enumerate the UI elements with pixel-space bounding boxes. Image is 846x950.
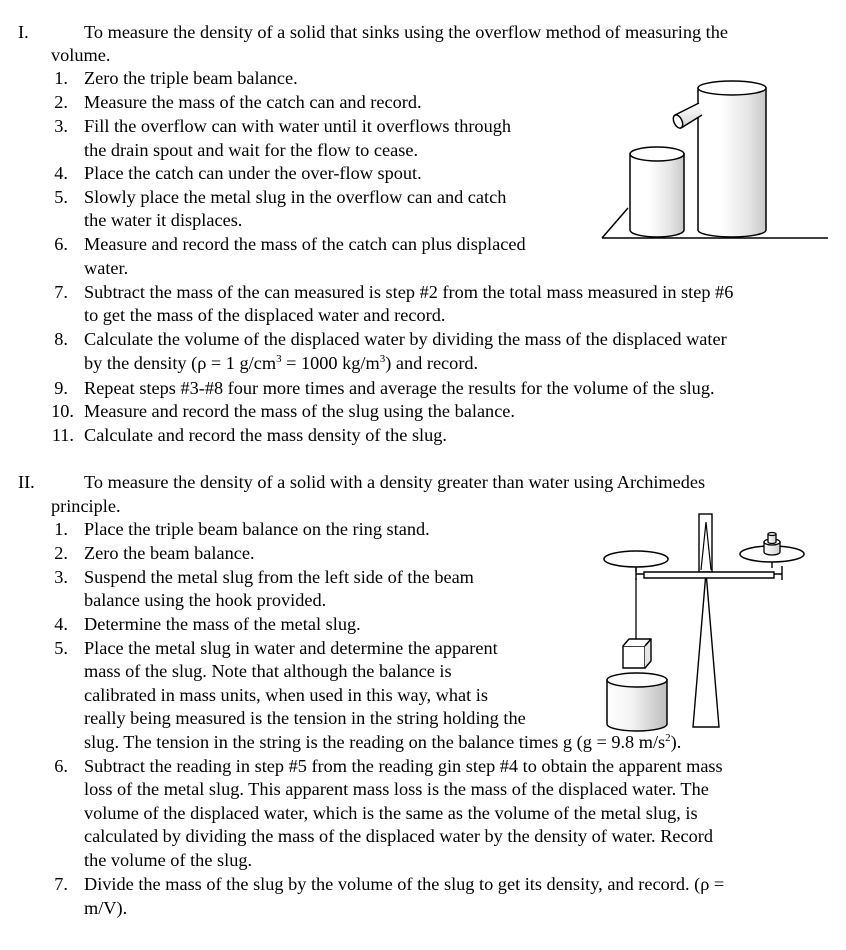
s1-step-5-text-2: the water it displaces. — [84, 210, 243, 230]
s2-step-5-sup: 2 — [665, 732, 671, 744]
s2-step-5-text-1: Place the metal slug in water and determine the apparent — [84, 638, 498, 658]
s1-step-8-text-1: Calculate the volume of the displaced water by dividing the mass of the displaced water — [84, 329, 727, 349]
s1-step-4-number: 4. — [54, 163, 68, 183]
s2-step-5-tension-b: ). — [670, 732, 682, 752]
s1-step-9-text: Repeat steps #3-#8 four more times and average the results for the volume of the slug. — [84, 378, 715, 398]
s1-step-1-text: Zero the triple beam balance. — [84, 68, 298, 88]
water-beaker — [607, 673, 667, 731]
s1-step-1-number: 1. — [54, 68, 68, 88]
s2-step-6-text-5: the volume of the slug. — [84, 850, 253, 870]
s2-step-6-text-1: Subtract the reading in step #5 from the reading gin step #4 to obtain the apparent mass — [84, 756, 723, 776]
s1-step-2-text: Measure the mass of the catch can and record. — [84, 92, 422, 112]
s1-step-8-density-b: = 1000 kg/m — [281, 353, 380, 373]
s1-step-5-number: 5. — [54, 187, 68, 207]
s1-step-3-text-1: Fill the overflow can with water until it overflows through — [84, 116, 511, 136]
s1-step-5-text-1: Slowly place the metal slug in the overflow can and catch — [84, 187, 507, 207]
section-2-intro-line-2: principle. — [51, 496, 121, 516]
s1-step-3-number: 3. — [54, 116, 68, 136]
s2-step-5-number: 5. — [54, 638, 68, 658]
s1-step-11-text: Calculate and record the mass density of the slug. — [84, 425, 447, 445]
s1-step-6-text-2: water. — [84, 258, 129, 278]
s1-step-2-number: 2. — [54, 92, 68, 112]
s1-step-6-text-1: Measure and record the mass of the catch can plus displaced — [84, 234, 526, 254]
overflow-can-illustration — [598, 68, 830, 244]
s2-step-5-text-5 — [84, 731, 681, 753]
s1-step-6-number: 6. — [54, 234, 68, 254]
s2-step-1-text: Place the triple beam balance on the ring stand. — [84, 519, 430, 539]
s1-step-8-sup-1: 3 — [276, 353, 282, 365]
s1-step-8-sup-2: 3 — [379, 353, 386, 365]
s1-step-10-text: Measure and record the mass of the slug using the balance. — [84, 401, 515, 421]
s1-step-4-text: Place the catch can under the over-flow spout. — [84, 163, 422, 183]
s1-step-11-number: 11. — [51, 425, 74, 445]
s2-step-5-text-4: really being measured is the tension in the string holding the — [84, 708, 526, 728]
section-2-intro-line-1: To measure the density of a solid with a density greater than water using Archimedes — [84, 472, 706, 492]
s2-step-5-tension-a: slug. The tension in the string is the reading on the balance times g (g = 9.8 m/s — [84, 732, 666, 752]
s1-step-8-density-a: by the density (ρ = 1 g/cm — [84, 353, 277, 373]
s2-step-4-number: 4. — [54, 614, 68, 634]
s1-step-10-number: 10. — [51, 401, 74, 421]
s1-step-8-density-c: ) and record. — [385, 353, 479, 373]
s1-step-3-text-2: the drain spout and wait for the flow to cease. — [84, 140, 419, 160]
beam-balance-illustration — [596, 512, 812, 734]
section-1-intro-line-1: To measure the density of a solid that sinks using the overflow method of measuring the — [84, 22, 729, 42]
metal-slug — [623, 639, 651, 668]
s2-step-3-number: 3. — [54, 567, 68, 587]
s1-step-8-number: 8. — [54, 329, 68, 349]
section-1-numeral: I. — [18, 22, 29, 42]
catch-can — [630, 147, 684, 237]
s2-step-6-number: 6. — [54, 756, 68, 776]
s2-step-7-text-1: Divide the mass of the slug by the volume of the slug to get its density, and record. (ρ = — [84, 874, 725, 894]
s2-step-4-text: Determine the mass of the metal slug. — [84, 614, 361, 634]
balance-beam — [644, 572, 774, 578]
s2-step-7-text-2: m/V). — [84, 898, 128, 918]
s1-step-7-number: 7. — [54, 282, 68, 302]
s1-step-9-number: 9. — [54, 378, 68, 398]
s2-step-3-text-2: balance using the hook provided. — [84, 590, 327, 610]
overflow-can — [698, 81, 766, 237]
s2-step-2-number: 2. — [54, 543, 68, 563]
section-2-numeral: II. — [18, 472, 35, 492]
s1-step-8-text-2 — [84, 352, 478, 374]
s2-step-6-text-4: calculated by dividing the mass of the displaced water by the density of water. Record — [84, 826, 713, 846]
s2-step-3-text-1: Suspend the metal slug from the left side of the beam — [84, 567, 474, 587]
s2-step-1-number: 1. — [54, 519, 68, 539]
ring-stand — [693, 572, 719, 727]
s1-step-7-text-2: to get the mass of the displaced water and record. — [84, 305, 446, 325]
counter-weight — [764, 533, 780, 556]
s2-step-5-text-3: calibrated in mass units, when used in this way, what is — [84, 685, 488, 705]
s2-step-7-number: 7. — [54, 874, 68, 894]
section-1-intro-line-2: volume. — [51, 45, 111, 65]
s2-step-6-text-2: loss of the metal slug. This apparent mass loss is the mass of the displaced water. The — [84, 779, 709, 799]
left-pan — [604, 551, 668, 567]
s1-step-7-text-1: Subtract the mass of the can measured is step #2 from the total mass measured in step #6 — [84, 282, 734, 302]
s2-step-5-text-2: mass of the slug. Note that although the balance is — [84, 661, 452, 681]
s2-step-6-text-3: volume of the displaced water, which is the same as the volume of the metal slug, is — [84, 803, 698, 823]
s2-step-2-text: Zero the beam balance. — [84, 543, 255, 563]
